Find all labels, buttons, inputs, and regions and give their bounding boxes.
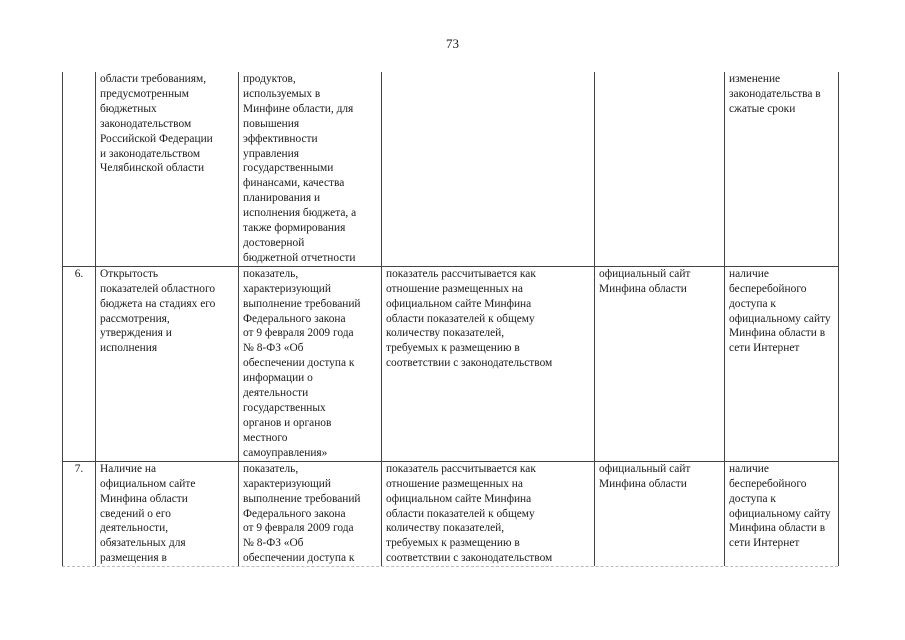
indicator-name-cell: Открытость показателей областного бюджета на стадиях его рассмотрения, утверждения и исполнения (96, 266, 239, 461)
data-source-cell: официальный сайт Минфина области (595, 461, 725, 566)
row-number: 7. (63, 461, 96, 566)
page-number: 73 (446, 36, 459, 51)
risk-cell: изменение законодательства в сжатые сроки (725, 72, 839, 266)
table-row (63, 461, 839, 566)
indicator-name-cell: области требованиям, предусмотренным бюджетных законодательством Российской Федерации и законодательством Челябинской области (96, 72, 239, 266)
table-row (63, 266, 839, 461)
indicator-description-cell: продуктов, используемых в Минфине области, для повышения эффективности управления государственными финансами, качества планирования и исполнения бюджета, а также формирования достоверной бюджетной отчетности (239, 72, 382, 266)
page-cut-line (62, 566, 838, 567)
calculation-method-cell: показатель рассчитывается как отношение размещенных на официальном сайте Минфина области показателей к общему количеству показателей, требуемых к размещению в соответствии с законодательством (382, 266, 595, 461)
calculation-method-cell (382, 72, 595, 266)
risk-cell: наличие бесперебойного доступа к официальному сайту Минфина области в сети Интернет (725, 266, 839, 461)
row-number: 6. (63, 266, 96, 461)
data-source-cell: официальный сайт Минфина области (595, 266, 725, 461)
calculation-method-cell: показатель рассчитывается как отношение размещенных на официальном сайте Минфина области показателей к общему количеству показателей, требуемых к размещению в соответствии с законодательством (382, 461, 595, 566)
row-number (63, 72, 96, 266)
indicator-description-cell: показатель, характеризующий выполнение требований Федерального закона от 9 февраля 2009 года № 8-ФЗ «Об обеспечении доступа к информации о деятельности государственных органов и органов местного самоуправления» (239, 266, 382, 461)
data-source-cell (595, 72, 725, 266)
indicators-table (62, 72, 839, 566)
indicator-description-cell: показатель, характеризующий выполнение требований Федерального закона от 9 февраля 2009 года № 8-ФЗ «Об обеспечении доступа к (239, 461, 382, 566)
indicator-name-cell: Наличие на официальном сайте Минфина области сведений о его деятельности, обязательных для размещения в (96, 461, 239, 566)
risk-cell: наличие бесперебойного доступа к официальному сайту Минфина области в сети Интернет (725, 461, 839, 566)
table-row-continued (63, 72, 839, 266)
